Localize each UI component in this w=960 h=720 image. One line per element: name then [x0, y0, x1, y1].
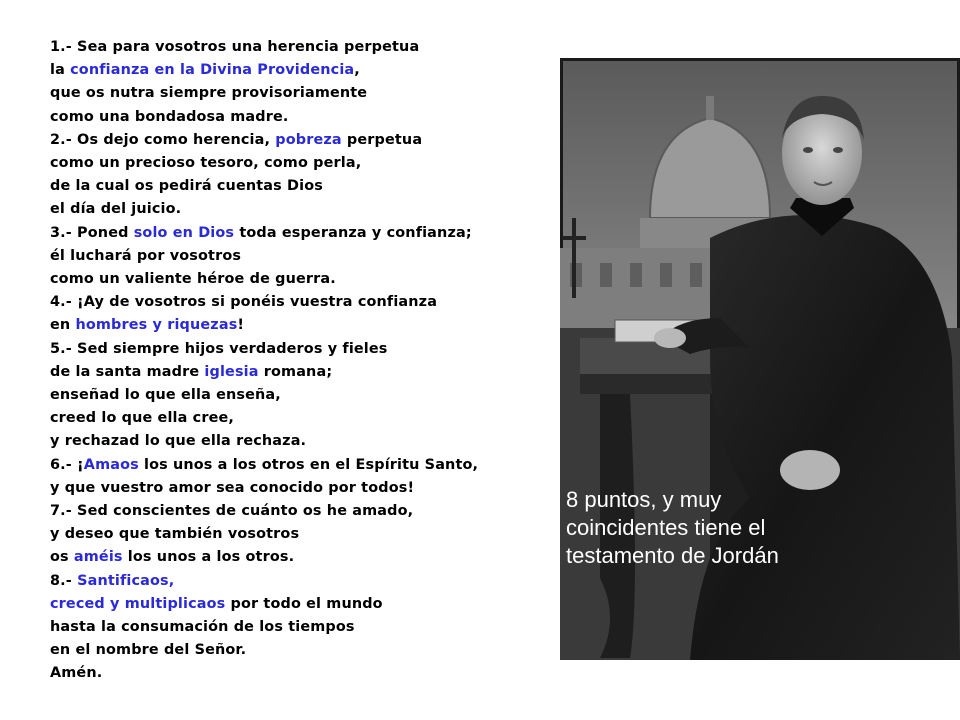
testament-line	[50, 477, 550, 500]
highlighted-phrase: creced y multiplicaos	[50, 595, 226, 612]
testament-line	[50, 593, 550, 616]
text-segment: él luchará por vosotros	[50, 247, 242, 264]
testament-line	[50, 361, 550, 384]
text-segment: los unos a los otros en el Espíritu Santo,	[138, 456, 479, 473]
testament-line	[50, 245, 550, 268]
testament-line	[50, 523, 550, 546]
testament-line	[50, 314, 550, 337]
text-segment: perpetua	[341, 131, 423, 148]
text-segment: y que vuestro amor sea conocido por todos!	[50, 479, 415, 496]
caption-line: coincidentes tiene el	[566, 515, 766, 540]
text-segment: y deseo que también vosotros	[50, 526, 300, 543]
testament-line	[50, 36, 550, 59]
text-segment: os	[50, 549, 74, 566]
text-segment: la	[50, 62, 71, 79]
testament-line	[50, 268, 550, 291]
text-segment: 1.- Sea para vosotros una herencia perpetua	[50, 39, 420, 55]
text-segment: ,	[354, 62, 360, 79]
text-segment: en	[50, 317, 76, 334]
photo-caption	[566, 486, 956, 570]
testament-line	[50, 129, 550, 152]
highlighted-phrase: Santificaos,	[77, 572, 175, 589]
text-segment: 8.-	[50, 572, 78, 589]
highlighted-phrase: solo en Dios	[133, 224, 235, 241]
text-segment: el día del juicio.	[50, 201, 182, 218]
text-segment: por todo el mundo	[225, 595, 383, 612]
testament-line	[50, 570, 550, 593]
text-segment: 6.- ¡	[50, 456, 84, 473]
text-segment: de la santa madre	[50, 363, 205, 380]
testament-line	[50, 662, 550, 685]
testament-line	[50, 152, 550, 175]
testament-line	[50, 639, 550, 662]
text-segment: 2.- Os dejo como herencia,	[50, 131, 276, 148]
testament-line	[50, 106, 550, 129]
text-segment: como un precioso tesoro, como perla,	[50, 155, 362, 172]
text-segment: 3.- Poned	[50, 224, 134, 241]
testament-line	[50, 616, 550, 639]
testament-line	[50, 82, 550, 105]
text-segment: 4.- ¡Ay de vosotros si ponéis vuestra confianza	[50, 294, 438, 311]
highlighted-phrase: iglesia	[204, 363, 259, 380]
caption-line: 8 puntos, y muy	[566, 487, 722, 512]
text-segment: creed lo que ella cree,	[50, 410, 235, 427]
testament-line	[50, 430, 550, 453]
text-segment: hasta la consumación de los tiempos	[50, 619, 355, 636]
highlighted-phrase: hombres y riquezas	[75, 317, 238, 334]
testament-line	[50, 175, 550, 198]
text-segment: en el nombre del Señor.	[50, 642, 247, 659]
testament-line	[50, 338, 550, 361]
testament-line	[50, 222, 550, 245]
text-segment: romana;	[258, 363, 333, 380]
testament-text	[50, 36, 550, 686]
highlighted-phrase: Amaos	[83, 456, 139, 473]
text-segment: como un valiente héroe de guerra.	[50, 271, 336, 288]
text-segment: 7.- Sed conscientes de cuánto os he amado,	[50, 503, 414, 520]
testament-line	[50, 454, 550, 477]
testament-line	[50, 291, 550, 314]
testament-line	[50, 500, 550, 523]
text-segment: Amén.	[50, 665, 103, 682]
caption-line: testamento de Jordán	[566, 543, 779, 568]
testament-line	[50, 546, 550, 569]
text-segment: que os nutra siempre provisoriamente	[50, 85, 368, 102]
testament-line	[50, 198, 550, 221]
text-segment: los unos a los otros.	[122, 549, 295, 566]
testament-line	[50, 384, 550, 407]
text-segment: !	[237, 317, 245, 334]
testament-line	[50, 407, 550, 430]
text-segment: 5.- Sed siempre hijos verdaderos y fieles	[50, 340, 388, 357]
text-segment: enseñad lo que ella enseña,	[50, 387, 281, 404]
highlighted-phrase: améis	[73, 549, 123, 566]
highlighted-phrase: pobreza	[275, 131, 342, 148]
text-segment: y rechazad lo que ella rechaza.	[50, 433, 307, 450]
highlighted-phrase: confianza en la Divina Providencia	[70, 62, 355, 79]
testament-line	[50, 59, 550, 82]
text-segment: de la cual os pedirá cuentas Dios	[50, 178, 323, 195]
text-segment: toda esperanza y confianza;	[234, 224, 472, 241]
text-segment: como una bondadosa madre.	[50, 108, 289, 125]
